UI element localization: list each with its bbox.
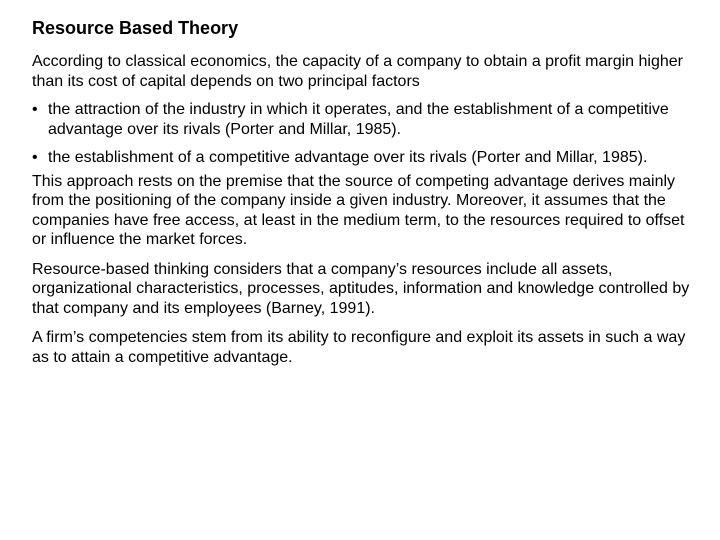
- bullet-dot: •: [32, 101, 38, 118]
- intro-paragraph: According to classical economics, the capacity of a company to obtain a profit margin higher than its cost of capital depends on two principal factors: [32, 53, 683, 90]
- bullet-list: [32, 100, 702, 168]
- bullet-text: the establishment of a competitive advantage over its rivals (Porter and Millar, 1985).: [48, 149, 648, 166]
- bullet-dot: •: [32, 149, 38, 166]
- slide-title: Resource Based Theory: [32, 18, 239, 38]
- approach-paragraph: This approach rests on the premise that the source of competing advantage derives mainly from the positioning of the company inside a given industry. Moreover, it assumes that the companies have free access, at least in the medium term, to the resources required to offset or influence the market forces.: [32, 172, 685, 248]
- bullet-item: [32, 148, 702, 168]
- slide-content: [32, 17, 702, 367]
- resource-based-paragraph: Resource-based thinking considers that a company’s resources include all assets, organizational characteristics, processes, aptitudes, information and knowledge controlled by that company and its employees (Barney, 1991).: [32, 260, 690, 317]
- bullet-item: [32, 100, 702, 139]
- competencies-paragraph: A firm’s competencies stem from its ability to reconfigure and exploit its assets in such a way as to attain a competitive advantage.: [32, 329, 686, 366]
- bullet-text: the attraction of the industry in which it operates, and the establishment of a competitive advantage over its rivals (Porter and Millar, 1985).: [48, 101, 669, 138]
